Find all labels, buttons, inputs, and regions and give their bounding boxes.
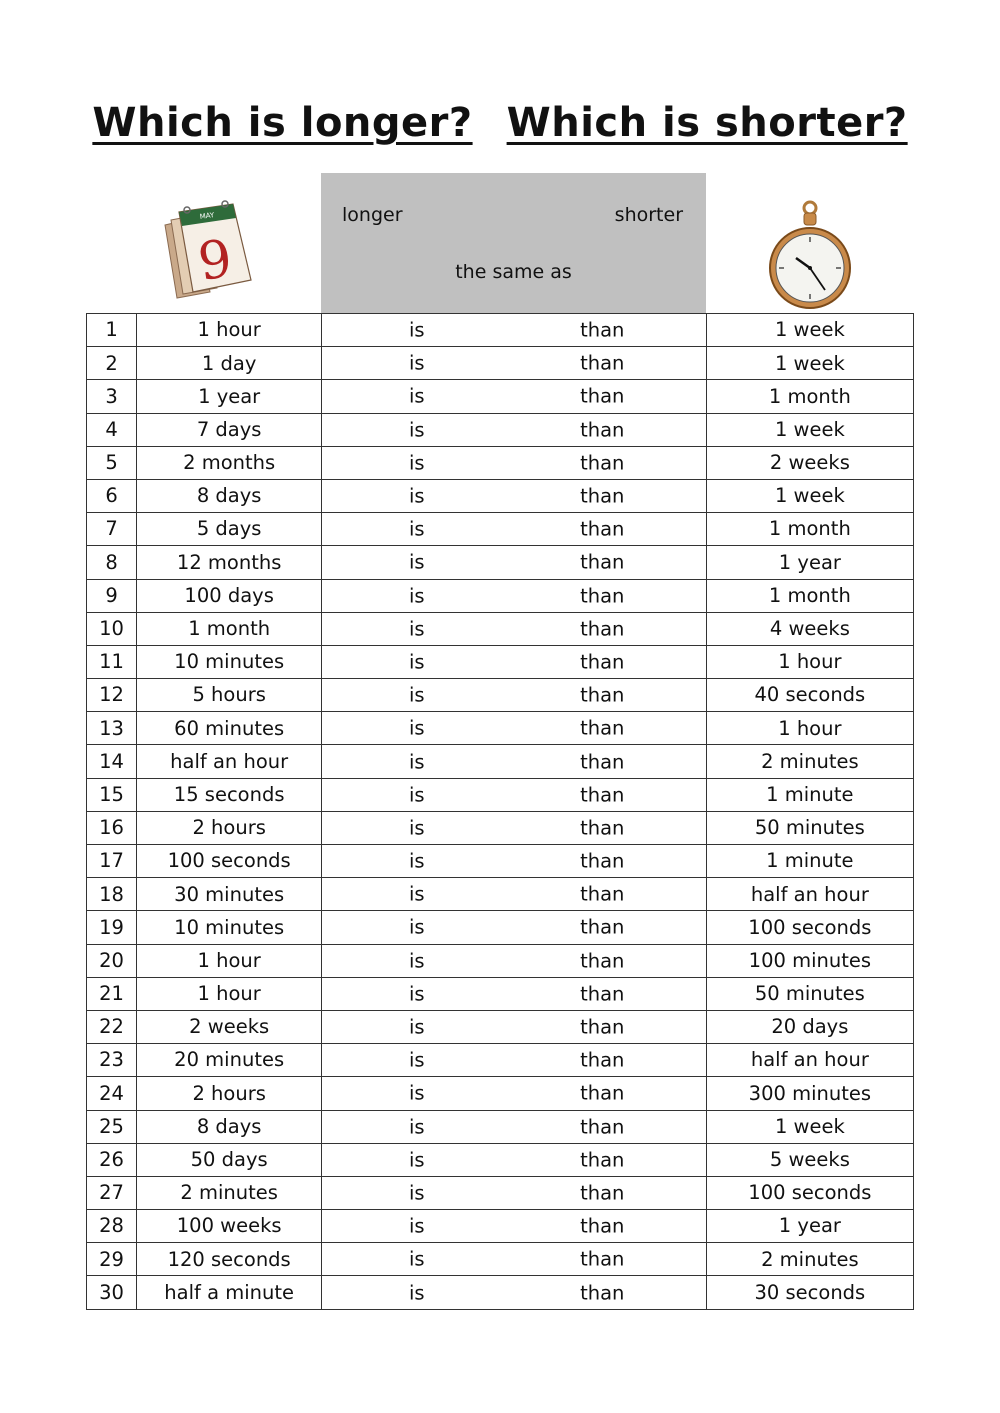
first-duration: 15 seconds [137, 778, 322, 811]
table-row [87, 878, 914, 911]
word-is: is [408, 849, 425, 873]
answer-cell[interactable] [322, 745, 706, 778]
calendar-month: MAY [199, 211, 215, 221]
table-row [87, 1110, 914, 1143]
calendar-icon [155, 200, 255, 300]
row-number: 30 [87, 1276, 137, 1309]
word-same-as: the same as [455, 261, 572, 283]
answer-cell[interactable] [322, 446, 706, 479]
first-duration: 1 month [137, 612, 322, 645]
word-is: is [408, 1148, 425, 1172]
answer-cell[interactable] [322, 314, 706, 347]
first-duration: 12 months [137, 546, 322, 579]
second-duration: 1 week [706, 1110, 913, 1143]
second-duration: 1 hour [706, 712, 913, 745]
first-duration: 1 day [137, 347, 322, 380]
word-than: than [580, 384, 625, 408]
word-than: than [580, 816, 625, 840]
answer-cell[interactable] [322, 546, 706, 579]
row-number: 7 [87, 513, 137, 546]
first-duration: 10 minutes [137, 645, 322, 678]
second-duration: 40 seconds [706, 679, 913, 712]
word-than: than [580, 583, 625, 607]
table-row [87, 712, 914, 745]
word-is: is [408, 384, 425, 408]
first-duration: 2 hours [137, 1077, 322, 1110]
answer-cell[interactable] [322, 413, 706, 446]
table-row [87, 645, 914, 678]
second-duration: 50 minutes [706, 977, 913, 1010]
word-is: is [408, 617, 425, 641]
second-duration: 4 weeks [706, 612, 913, 645]
second-duration: 100 seconds [706, 911, 913, 944]
first-duration: 100 days [137, 579, 322, 612]
calendar-day: 9 [194, 228, 236, 294]
answer-cell[interactable] [322, 1110, 706, 1143]
word-than: than [580, 683, 625, 707]
word-than: than [580, 1181, 625, 1205]
second-duration: half an hour [706, 1044, 913, 1077]
answer-cell[interactable] [322, 513, 706, 546]
word-than: than [580, 1048, 625, 1072]
word-than: than [580, 1148, 625, 1172]
table-row [87, 1143, 914, 1176]
first-duration: 20 minutes [137, 1044, 322, 1077]
row-number: 25 [87, 1110, 137, 1143]
answer-cell[interactable] [322, 1143, 706, 1176]
table-row [87, 1077, 914, 1110]
second-duration: 1 month [706, 513, 913, 546]
word-than: than [580, 1214, 625, 1238]
word-than: than [580, 351, 625, 375]
table-row [87, 1010, 914, 1043]
answer-cell[interactable] [322, 1010, 706, 1043]
second-duration: 1 month [706, 380, 913, 413]
first-duration: 1 hour [137, 314, 322, 347]
answer-cell[interactable] [322, 347, 706, 380]
table-row [87, 579, 914, 612]
word-is: is [408, 915, 425, 939]
word-is: is [408, 351, 425, 375]
table-row [87, 314, 914, 347]
row-number: 6 [87, 479, 137, 512]
second-duration: 1 minute [706, 845, 913, 878]
answer-cell[interactable] [322, 1176, 706, 1209]
row-number: 14 [87, 745, 137, 778]
word-than: than [580, 517, 625, 541]
row-number: 20 [87, 944, 137, 977]
first-duration: 5 days [137, 513, 322, 546]
word-than: than [580, 484, 625, 508]
first-duration: 30 minutes [137, 878, 322, 911]
table-row [87, 1044, 914, 1077]
table-row [87, 446, 914, 479]
word-is: is [408, 816, 425, 840]
row-number: 5 [87, 446, 137, 479]
first-duration: 8 days [137, 479, 322, 512]
row-number: 26 [87, 1143, 137, 1176]
answer-cell[interactable] [322, 977, 706, 1010]
word-than: than [580, 1247, 625, 1271]
first-duration: 2 months [137, 446, 322, 479]
answer-cell[interactable] [322, 1243, 706, 1276]
second-duration: 1 month [706, 579, 913, 612]
table-row [87, 347, 914, 380]
row-number: 19 [87, 911, 137, 944]
second-duration: half an hour [706, 878, 913, 911]
second-duration: 1 week [706, 347, 913, 380]
row-number: 18 [87, 878, 137, 911]
title-longer: Which is longer? [92, 100, 473, 146]
word-is: is [408, 451, 425, 475]
row-number: 9 [87, 579, 137, 612]
word-than: than [580, 1015, 625, 1039]
row-number: 16 [87, 811, 137, 844]
word-is: is [408, 948, 425, 972]
word-is: is [408, 318, 425, 342]
word-is: is [408, 1214, 425, 1238]
word-is: is [408, 716, 425, 740]
word-than: than [580, 782, 625, 806]
row-number: 27 [87, 1176, 137, 1209]
answer-cell[interactable] [322, 1276, 706, 1309]
answer-cell[interactable] [322, 778, 706, 811]
second-duration: 100 minutes [706, 944, 913, 977]
answer-cell[interactable] [322, 878, 706, 911]
first-duration: 8 days [137, 1110, 322, 1143]
row-number: 29 [87, 1243, 137, 1276]
word-than: than [580, 716, 625, 740]
first-duration: half a minute [137, 1276, 322, 1309]
row-number: 15 [87, 778, 137, 811]
row-number: 22 [87, 1010, 137, 1043]
table-row [87, 1176, 914, 1209]
first-duration: half an hour [137, 745, 322, 778]
answer-cell[interactable] [322, 1077, 706, 1110]
second-duration: 100 seconds [706, 1176, 913, 1209]
word-is: is [408, 1081, 425, 1105]
second-duration: 2 minutes [706, 1243, 913, 1276]
pocket-watch-icon [765, 200, 855, 315]
second-duration: 300 minutes [706, 1077, 913, 1110]
word-is: is [408, 550, 425, 574]
table-row [87, 679, 914, 712]
word-longer: longer [342, 204, 403, 226]
table-row [87, 911, 914, 944]
word-shorter: shorter [614, 204, 683, 226]
answer-cell[interactable] [322, 911, 706, 944]
answer-cell[interactable] [322, 380, 706, 413]
first-duration: 7 days [137, 413, 322, 446]
table-row [87, 778, 914, 811]
second-duration: 2 minutes [706, 745, 913, 778]
row-number: 12 [87, 679, 137, 712]
word-than: than [580, 849, 625, 873]
second-duration: 1 year [706, 1210, 913, 1243]
first-duration: 2 hours [137, 811, 322, 844]
page-title [0, 100, 1000, 146]
answer-cell[interactable] [322, 579, 706, 612]
word-than: than [580, 1114, 625, 1138]
second-duration: 2 weeks [706, 446, 913, 479]
answer-cell[interactable] [322, 1210, 706, 1243]
row-number: 28 [87, 1210, 137, 1243]
row-number: 2 [87, 347, 137, 380]
word-than: than [580, 915, 625, 939]
table-row [87, 546, 914, 579]
word-is: is [408, 1048, 425, 1072]
table-row [87, 1243, 914, 1276]
table-row [87, 413, 914, 446]
word-than: than [580, 650, 625, 674]
first-duration: 50 days [137, 1143, 322, 1176]
word-than: than [580, 318, 625, 342]
table-row [87, 479, 914, 512]
table-row [87, 811, 914, 844]
row-number: 21 [87, 977, 137, 1010]
table-row [87, 944, 914, 977]
title-shorter: Which is shorter? [506, 100, 908, 146]
table-row [87, 612, 914, 645]
word-is: is [408, 683, 425, 707]
row-number: 17 [87, 845, 137, 878]
second-duration: 1 week [706, 479, 913, 512]
first-duration: 100 weeks [137, 1210, 322, 1243]
word-than: than [580, 451, 625, 475]
answer-cell[interactable] [322, 811, 706, 844]
word-than: than [580, 550, 625, 574]
word-is: is [408, 982, 425, 1006]
word-is: is [408, 782, 425, 806]
word-than: than [580, 617, 625, 641]
second-duration: 1 hour [706, 645, 913, 678]
answer-cell[interactable] [322, 845, 706, 878]
second-duration: 5 weeks [706, 1143, 913, 1176]
word-is: is [408, 749, 425, 773]
row-number: 11 [87, 645, 137, 678]
second-duration: 1 week [706, 314, 913, 347]
table-row [87, 1210, 914, 1243]
answer-cell[interactable] [322, 645, 706, 678]
row-number: 4 [87, 413, 137, 446]
second-duration: 30 seconds [706, 1276, 913, 1309]
first-duration: 2 minutes [137, 1176, 322, 1209]
first-duration: 10 minutes [137, 911, 322, 944]
answer-cell[interactable] [322, 679, 706, 712]
row-number: 10 [87, 612, 137, 645]
row-number: 8 [87, 546, 137, 579]
table-row [87, 845, 914, 878]
word-is: is [408, 1015, 425, 1039]
word-is: is [408, 1181, 425, 1205]
word-than: than [580, 749, 625, 773]
answer-cell[interactable] [322, 944, 706, 977]
first-duration: 1 hour [137, 977, 322, 1010]
table-row [87, 745, 914, 778]
word-is: is [408, 650, 425, 674]
comparison-table [86, 313, 914, 1310]
second-duration: 1 year [706, 546, 913, 579]
first-duration: 5 hours [137, 679, 322, 712]
word-bank [321, 173, 706, 314]
second-duration: 20 days [706, 1010, 913, 1043]
word-is: is [408, 417, 425, 441]
table-row [87, 1276, 914, 1309]
row-number: 3 [87, 380, 137, 413]
word-is: is [408, 583, 425, 607]
answer-cell[interactable] [322, 479, 706, 512]
table-row [87, 977, 914, 1010]
word-is: is [408, 484, 425, 508]
first-duration: 1 year [137, 380, 322, 413]
word-is: is [408, 1247, 425, 1271]
word-is: is [408, 882, 425, 906]
answer-cell[interactable] [322, 712, 706, 745]
row-number: 13 [87, 712, 137, 745]
table-row [87, 513, 914, 546]
word-is: is [408, 517, 425, 541]
word-than: than [580, 882, 625, 906]
second-duration: 1 week [706, 413, 913, 446]
word-than: than [580, 1081, 625, 1105]
word-than: than [580, 948, 625, 972]
word-than: than [580, 982, 625, 1006]
row-number: 24 [87, 1077, 137, 1110]
word-is: is [408, 1280, 425, 1304]
first-duration: 100 seconds [137, 845, 322, 878]
second-duration: 50 minutes [706, 811, 913, 844]
first-duration: 1 hour [137, 944, 322, 977]
first-duration: 120 seconds [137, 1243, 322, 1276]
answer-cell[interactable] [322, 612, 706, 645]
table-row [87, 380, 914, 413]
row-number: 23 [87, 1044, 137, 1077]
second-duration: 1 minute [706, 778, 913, 811]
word-than: than [580, 417, 625, 441]
first-duration: 2 weeks [137, 1010, 322, 1043]
answer-cell[interactable] [322, 1044, 706, 1077]
row-number: 1 [87, 314, 137, 347]
word-is: is [408, 1114, 425, 1138]
word-than: than [580, 1280, 625, 1304]
first-duration: 60 minutes [137, 712, 322, 745]
